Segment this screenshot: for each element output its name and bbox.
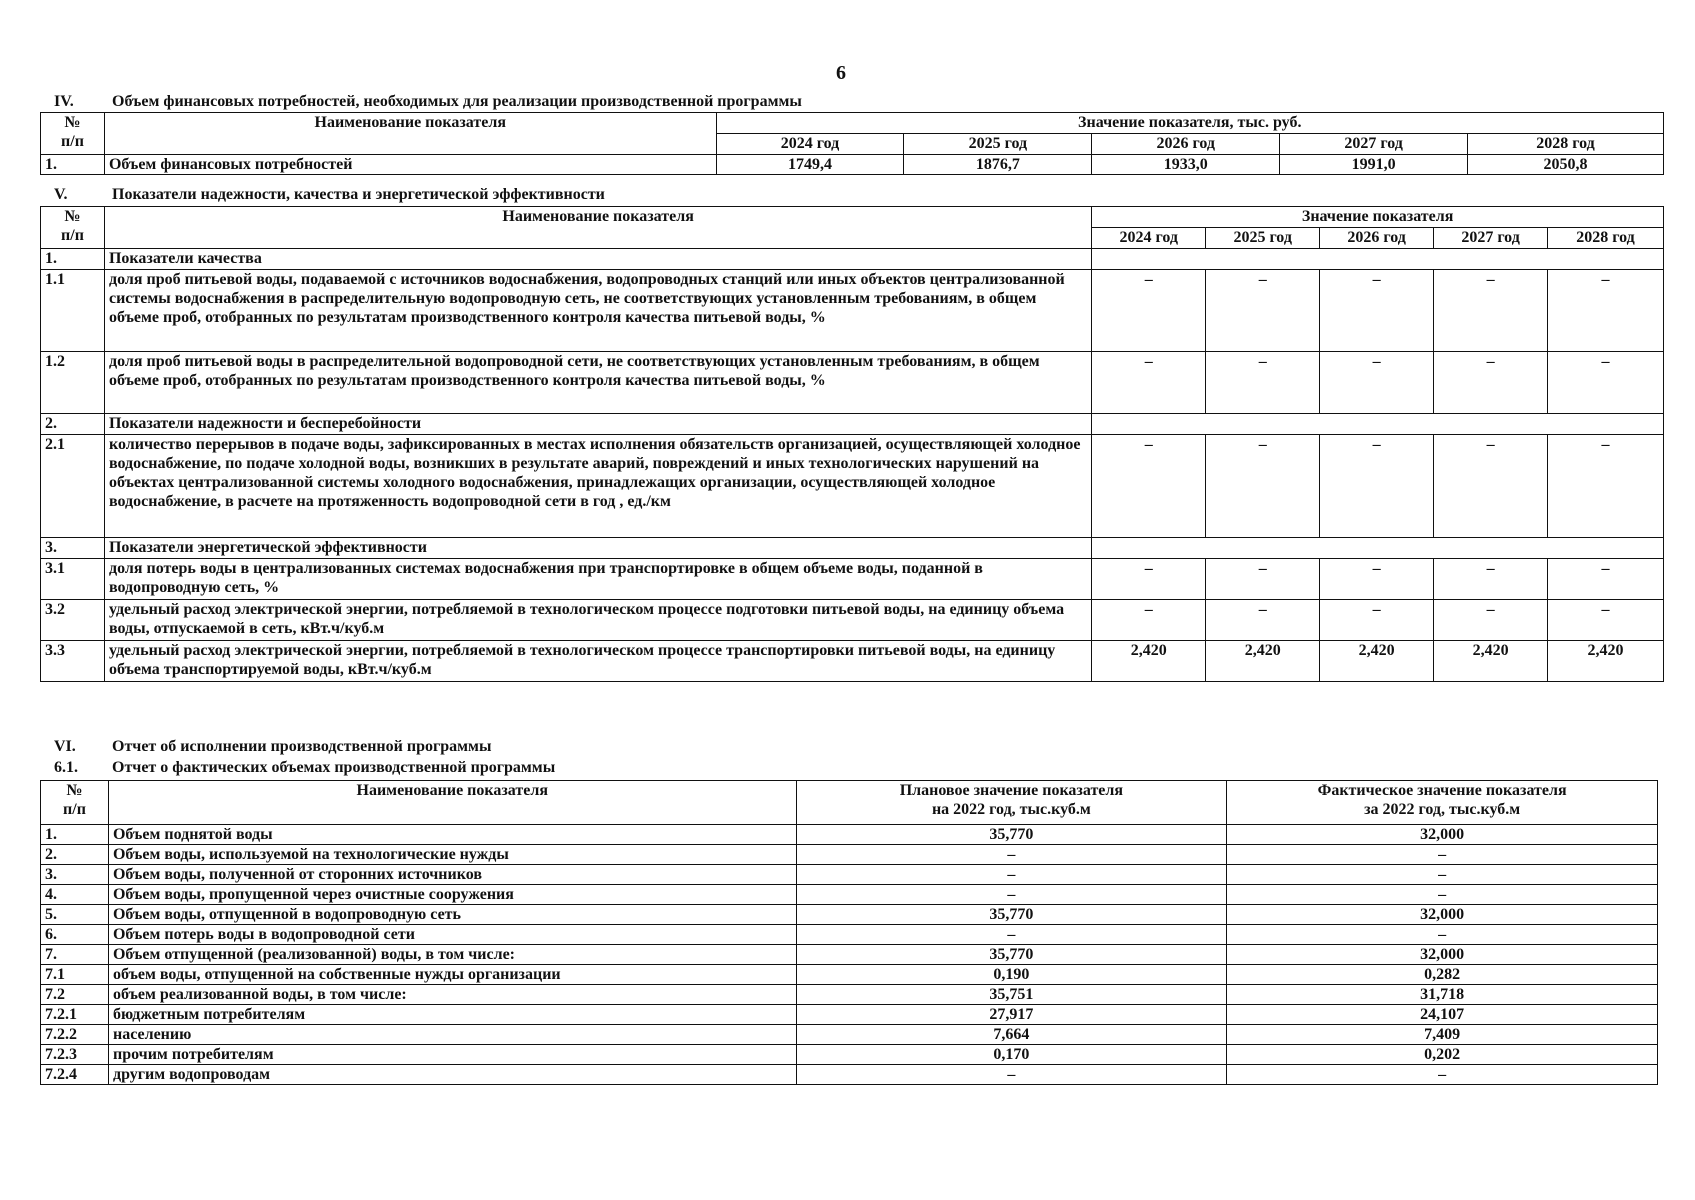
row-fact-value: 24,107	[1227, 1005, 1658, 1025]
row-fact-value: –	[1227, 865, 1658, 885]
row-number: 1.	[41, 155, 105, 175]
row-value: –	[1092, 435, 1206, 538]
section-iv-number: IV.	[54, 93, 74, 110]
row-value: –	[1206, 352, 1320, 414]
row-plan-value: –	[796, 1065, 1227, 1085]
row-value: –	[1206, 270, 1320, 352]
row-value: –	[1206, 435, 1320, 538]
table-header-row	[41, 113, 1664, 134]
table-row	[41, 1065, 1658, 1085]
row-fact-value: –	[1227, 885, 1658, 905]
row-number: 3.	[41, 538, 105, 559]
table-row	[41, 845, 1658, 865]
row-value: –	[1092, 352, 1206, 414]
row-value: –	[1320, 435, 1434, 538]
group-empty-cell	[1092, 414, 1664, 435]
row-value: –	[1548, 352, 1664, 414]
row-name: Объем потерь воды в водопроводной сети	[108, 925, 796, 945]
row-name: объем воды, отпущенной на собственные нужды организации	[108, 965, 796, 985]
row-fact-value: –	[1227, 925, 1658, 945]
row-value: 2,420	[1092, 641, 1206, 682]
section-vi-heading	[54, 738, 491, 756]
header-year: 2028 год	[1468, 134, 1664, 155]
table-row	[41, 270, 1664, 352]
row-fact-value: 32,000	[1227, 825, 1658, 845]
financial-needs-table	[40, 112, 1664, 175]
header-year: 2027 год	[1434, 228, 1548, 249]
header-indicator-value: Значение показателя	[1092, 207, 1664, 228]
row-name: Объем воды, отпущенной в водопроводную сеть	[108, 905, 796, 925]
table-row	[41, 1025, 1658, 1045]
table-row	[41, 641, 1664, 682]
row-value: –	[1320, 600, 1434, 641]
header-year: 2025 год	[1206, 228, 1320, 249]
row-fact-value: 7,409	[1227, 1025, 1658, 1045]
row-value: –	[1320, 270, 1434, 352]
row-value: –	[1206, 600, 1320, 641]
section-6-1-heading	[54, 759, 555, 777]
table-row	[41, 155, 1664, 175]
header-number: № п/п	[41, 781, 109, 825]
row-number: 6.	[41, 925, 109, 945]
row-number: 7.1	[41, 965, 109, 985]
row-number: 2.	[41, 414, 105, 435]
row-value: –	[1548, 435, 1664, 538]
row-number: 7.2.3	[41, 1045, 109, 1065]
row-fact-value: 0,282	[1227, 965, 1658, 985]
row-plan-value: 35,751	[796, 985, 1227, 1005]
table-row	[41, 600, 1664, 641]
row-value: –	[1434, 270, 1548, 352]
section-vi-number: VI.	[54, 738, 76, 755]
row-name: Показатели качества	[104, 249, 1091, 270]
row-number: 1.2	[41, 352, 105, 414]
row-number: 7.2	[41, 985, 109, 1005]
row-number: 2.1	[41, 435, 105, 538]
table-row	[41, 985, 1658, 1005]
quality-indicators-table	[40, 206, 1664, 682]
row-fact-value: –	[1227, 845, 1658, 865]
row-number: 2.	[41, 845, 109, 865]
group-row	[41, 538, 1664, 559]
row-number: 4.	[41, 885, 109, 905]
header-number: № п/п	[41, 207, 105, 249]
row-value: –	[1320, 352, 1434, 414]
row-plan-value: 0,190	[796, 965, 1227, 985]
row-value: –	[1434, 435, 1548, 538]
group-row	[41, 249, 1664, 270]
header-indicator-name: Наименование показателя	[104, 207, 1091, 249]
section-vi-title: Отчет об исполнении производственной программы	[112, 738, 492, 755]
header-year: 2025 год	[904, 134, 1092, 155]
row-name: Объем воды, используемой на технологические нужды	[108, 845, 796, 865]
row-value: –	[1092, 600, 1206, 641]
row-value: 2,420	[1548, 641, 1664, 682]
row-number: 7.2.2	[41, 1025, 109, 1045]
header-indicator-name: Наименование показателя	[104, 113, 716, 155]
table-row	[41, 945, 1658, 965]
row-number: 7.2.1	[41, 1005, 109, 1025]
row-number: 7.	[41, 945, 109, 965]
row-value: –	[1206, 559, 1320, 600]
row-name: Показатели надежности и бесперебойности	[104, 414, 1091, 435]
row-name: доля проб питьевой воды, подаваемой с источников водоснабжения, водопроводных станций или иных объектов централизованной системы водоснабжения в распределительную водопроводную сеть, не соответствующих установленным требованиям, в общем объеме проб, отобранных по результатам производственного контроля качества питьевой воды, %	[104, 270, 1091, 352]
row-value: 1749,4	[716, 155, 904, 175]
section-6-1-title: Отчет о фактических объемах производственной программы	[112, 759, 556, 776]
row-value: –	[1434, 352, 1548, 414]
row-value: 1933,0	[1092, 155, 1280, 175]
row-value: –	[1548, 600, 1664, 641]
row-fact-value: 0,202	[1227, 1045, 1658, 1065]
row-name: Объем воды, пропущенной через очистные сооружения	[108, 885, 796, 905]
header-fact-value: Фактическое значение показателя за 2022 год, тыс.куб.м	[1227, 781, 1658, 825]
row-number: 7.2.4	[41, 1065, 109, 1085]
row-name: Объем воды, полученной от сторонних источников	[108, 865, 796, 885]
group-empty-cell	[1092, 538, 1664, 559]
table-row	[41, 905, 1658, 925]
row-name: Объем финансовых потребностей	[104, 155, 716, 175]
row-number: 1.	[41, 825, 109, 845]
row-value: 2,420	[1206, 641, 1320, 682]
row-name: бюджетным потребителям	[108, 1005, 796, 1025]
table-row	[41, 925, 1658, 945]
header-year: 2027 год	[1280, 134, 1468, 155]
section-v-number: V.	[54, 186, 68, 203]
row-value: –	[1092, 559, 1206, 600]
row-name: Показатели энергетической эффективности	[104, 538, 1091, 559]
row-plan-value: –	[796, 925, 1227, 945]
section-iv-title: Объем финансовых потребностей, необходимых для реализации производственной программы	[112, 93, 802, 110]
row-value: –	[1548, 270, 1664, 352]
group-row	[41, 414, 1664, 435]
table-row	[41, 559, 1664, 600]
row-value: –	[1434, 559, 1548, 600]
row-fact-value: 32,000	[1227, 945, 1658, 965]
table-header-row	[41, 781, 1658, 825]
row-name: доля проб питьевой воды в распределительной водопроводной сети, не соответствующих установленным требованиям, в общем объеме проб, отобранных по результатам производственного контроля качества питьевой воды, %	[104, 352, 1091, 414]
row-number: 5.	[41, 905, 109, 925]
section-iv-heading	[54, 93, 802, 111]
row-fact-value: 31,718	[1227, 985, 1658, 1005]
section-v-heading	[54, 186, 605, 204]
row-number: 3.1	[41, 559, 105, 600]
row-value: 2,420	[1434, 641, 1548, 682]
table-row	[41, 1045, 1658, 1065]
row-number: 3.3	[41, 641, 105, 682]
row-name: удельный расход электрической энергии, потребляемой в технологическом процессе подготовки питьевой воды, на единицу объема воды, отпускаемой в сеть, кВт.ч/куб.м	[104, 600, 1091, 641]
row-plan-value: 35,770	[796, 905, 1227, 925]
group-empty-cell	[1092, 249, 1664, 270]
production-volumes-table	[40, 780, 1658, 1085]
row-plan-value: 0,170	[796, 1045, 1227, 1065]
row-name: количество перерывов в подаче воды, зафиксированных в местах исполнения обязательств организацией, осуществляющей холодное водоснабжение, по подаче холодной воды, возникших в результате аварий, повреждений и иных технологических нарушений на объектах централизованной системы холодного водоснабжения, принадлежащих организации, осуществляющей холодное водоснабжение, в расчете на протяженность водопроводной сети в год , ед./км	[104, 435, 1091, 538]
row-value: –	[1548, 559, 1664, 600]
table-row	[41, 885, 1658, 905]
header-year: 2026 год	[1320, 228, 1434, 249]
row-value: –	[1092, 270, 1206, 352]
section-6-1-number: 6.1.	[54, 759, 78, 776]
row-plan-value: –	[796, 845, 1227, 865]
row-name: Объем поднятой воды	[108, 825, 796, 845]
row-name: населению	[108, 1025, 796, 1045]
header-year: 2024 год	[716, 134, 904, 155]
header-indicator-value: Значение показателя, тыс. руб.	[716, 113, 1663, 134]
table-row	[41, 1005, 1658, 1025]
header-year: 2024 год	[1092, 228, 1206, 249]
row-value: –	[1434, 600, 1548, 641]
row-plan-value: 7,664	[796, 1025, 1227, 1045]
row-value: 1991,0	[1280, 155, 1468, 175]
header-number: № п/п	[41, 113, 105, 155]
row-plan-value: 27,917	[796, 1005, 1227, 1025]
row-name: объем реализованной воды, в том числе:	[108, 985, 796, 1005]
row-number: 3.	[41, 865, 109, 885]
row-name: удельный расход электрической энергии, потребляемой в технологическом процессе транспортировки питьевой воды, на единицу объема транспортируемой воды, кВт.ч/куб.м	[104, 641, 1091, 682]
page-number: 6	[836, 62, 846, 84]
row-value: 1876,7	[904, 155, 1092, 175]
section-v-title: Показатели надежности, качества и энергетической эффективности	[112, 186, 605, 203]
table-row	[41, 965, 1658, 985]
row-plan-value: –	[796, 885, 1227, 905]
row-plan-value: 35,770	[796, 825, 1227, 845]
header-year: 2028 год	[1548, 228, 1664, 249]
row-value: 2,420	[1320, 641, 1434, 682]
header-indicator-name: Наименование показателя	[108, 781, 796, 825]
row-number: 3.2	[41, 600, 105, 641]
row-value: –	[1320, 559, 1434, 600]
row-name: другим водопроводам	[108, 1065, 796, 1085]
row-value: 2050,8	[1468, 155, 1664, 175]
row-name: доля потерь воды в централизованных системах водоснабжения при транспортировке в общем объеме воды, поданной в водопроводную сеть, %	[104, 559, 1091, 600]
row-number: 1.1	[41, 270, 105, 352]
table-header-row	[41, 207, 1664, 228]
row-fact-value: 32,000	[1227, 905, 1658, 925]
row-plan-value: 35,770	[796, 945, 1227, 965]
header-year: 2026 год	[1092, 134, 1280, 155]
row-fact-value: –	[1227, 1065, 1658, 1085]
header-plan-value: Плановое значение показателя на 2022 год, тыс.куб.м	[796, 781, 1227, 825]
row-number: 1.	[41, 249, 105, 270]
row-plan-value: –	[796, 865, 1227, 885]
table-row	[41, 352, 1664, 414]
row-name: прочим потребителям	[108, 1045, 796, 1065]
table-row	[41, 825, 1658, 845]
table-row	[41, 435, 1664, 538]
table-row	[41, 865, 1658, 885]
row-name: Объем отпущенной (реализованной) воды, в том числе:	[108, 945, 796, 965]
